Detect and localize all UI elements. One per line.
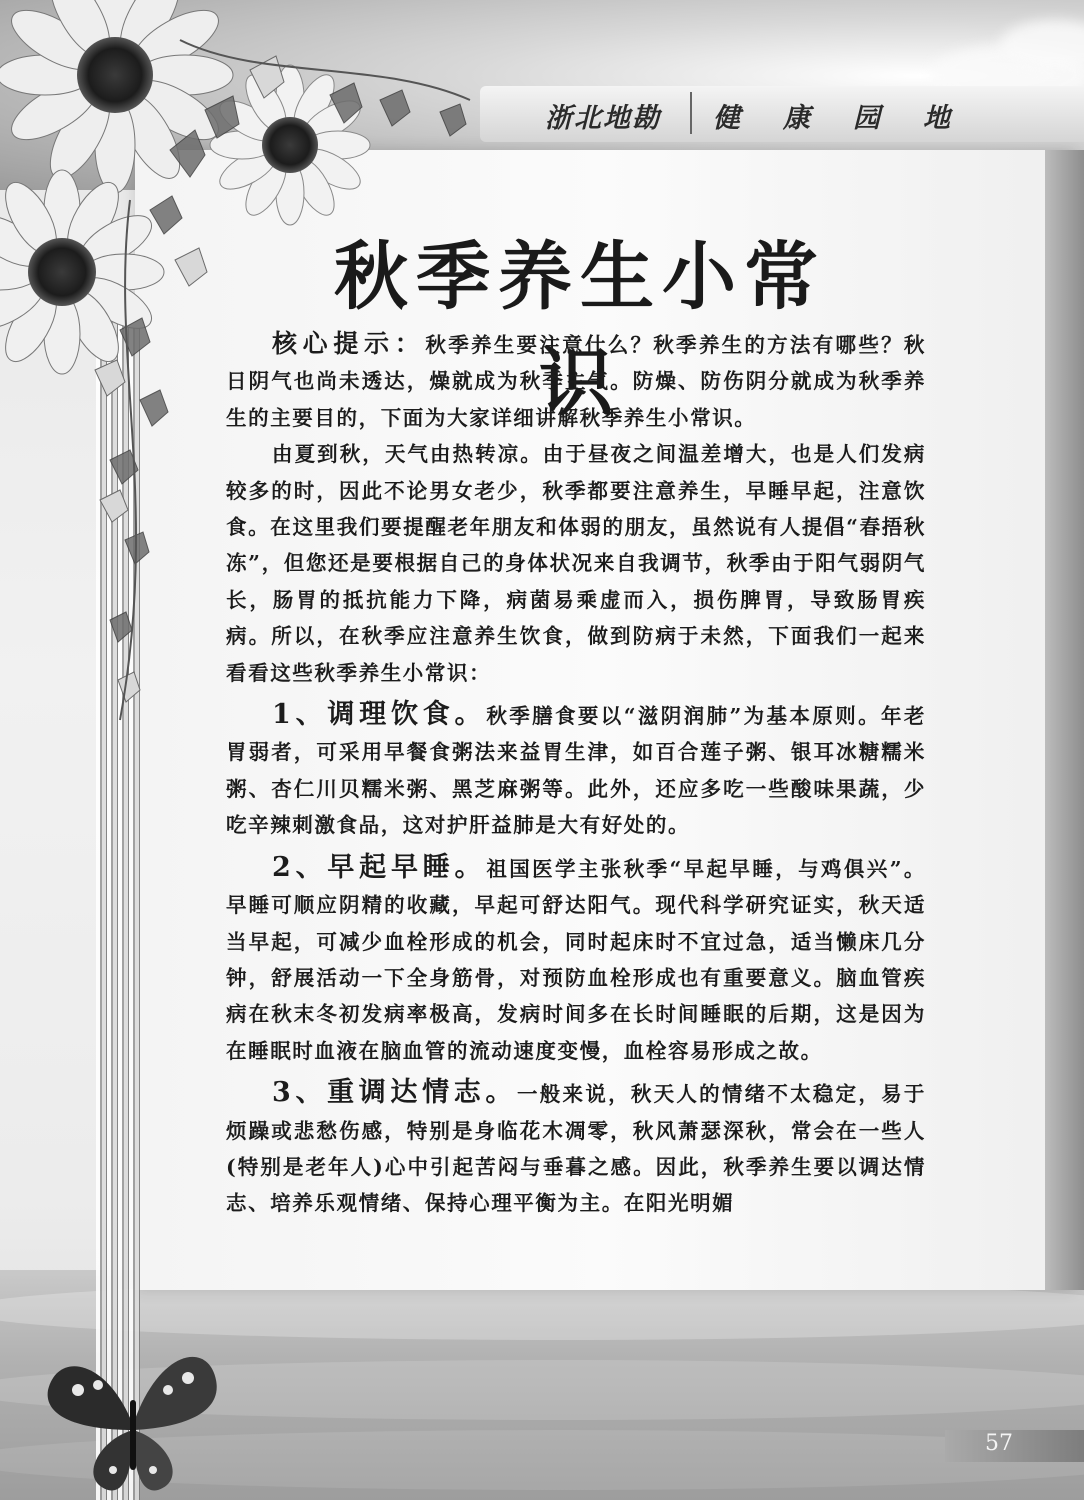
section-heading: 3、重调达情志。 (272, 1077, 518, 1109)
header-divider (690, 92, 692, 134)
column-name-left: 浙北地勘 (545, 103, 661, 134)
section-heading: 1、调理饮食。 (272, 699, 487, 731)
lead-label: 核心提示： (272, 329, 426, 358)
article-title: 秋季养生小常识 (334, 234, 826, 426)
article-body (226, 326, 926, 1222)
lead-paragraph (226, 326, 926, 436)
section-heading: 2、早起早睡。 (272, 851, 487, 883)
butterfly-icon (38, 1330, 228, 1500)
section-paragraph (226, 1075, 926, 1222)
page-number-bar (945, 1430, 1084, 1462)
section-text: 祖国医学主张秋季“早起早睡，与鸡俱兴”。早睡可顺应阴精的收藏，早起可舒达阳气。现代科学研究证实，秋天适当早起，可减少血栓形成的机会，同时起床时不宜过急，适当懒床几分钟，舒展活动一下全身筋骨，对预防血栓形成也有重要意义。脑血管疾病在秋末冬初发病率极高，发病时间多在长时间睡眠的后期，这是因为在睡眠时血液在脑血管的流动速度变慢，血栓容易形成之故。 (226, 856, 926, 1063)
lead-text: 秋季养生要注意什么？秋季养生的方法有哪些？秋日阴气也尚未透达，燥就成为秋季主气。防燥、防伤阴分就成为秋季养生的主要目的，下面为大家详细讲解秋季养生小常识。 (226, 333, 926, 430)
section-text: 秋季膳食要以“滋阴润肺”为基本原则。年老胃弱者，可采用早餐食粥法来益胃生津，如百合莲子粥、银耳冰糖糯米粥、杏仁川贝糯米粥、黑芝麻粥等。此外，还应多吃一些酸味果蔬，少吃辛辣刺激食品，这对护肝益肺是大有好处的。 (226, 704, 926, 838)
column-name-right: 健康园地 (713, 103, 993, 134)
intro-paragraph: 由夏到秋，天气由热转凉。由于昼夜之间温差增大，也是人们发病较多的时，因此不论男女老少，秋季都要注意养生，早睡早起，注意饮食。在这里我们要提醒老年朋友和体弱的朋友，虽然说有人提倡“春捂秋冻”，但您还是要根据自己的身体状况来自我调节，秋季由于阳气弱阴气长，肠胃的抵抗能力下降，病菌易乘虚而入，损伤脾胃，导致肠胃疾病。所以，在秋季应注意养生饮食，做到防病于未然，下面我们一起来看看这些秋季养生小常识： (226, 442, 926, 685)
page-number: 57 (985, 1431, 1013, 1456)
section-text: 一般来说，秋天人的情绪不太稳定，易于烦躁或悲愁伤感，特别是身临花木凋零，秋风萧瑟深秋，常会在一些人(特别是老年人)心中引起苦闷与垂暮之感。因此，秋季养生要以调达情志、培养乐观情绪、保持心理平衡为主。在阳光明媚 (226, 1082, 926, 1216)
paper-shadow (1045, 150, 1084, 1290)
section-paragraph (226, 697, 926, 844)
section-paragraph (226, 850, 926, 1069)
